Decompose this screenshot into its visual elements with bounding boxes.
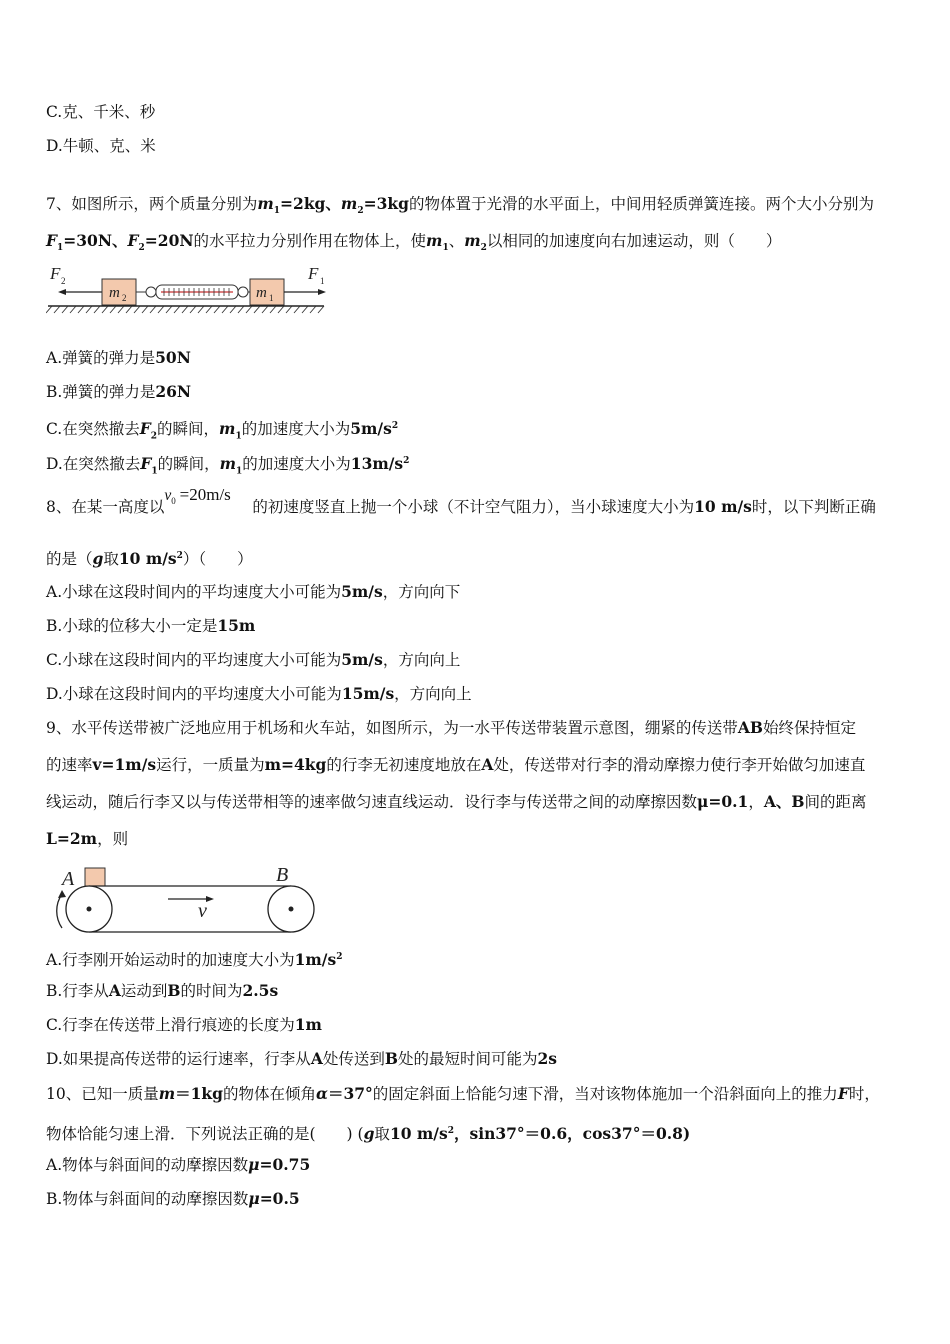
q9-fig-luggage <box>85 868 105 886</box>
svg-text:1: 1 <box>320 276 325 286</box>
q10-option-a: A.物体与斜面间的动摩擦因数μ=0.75 <box>46 1155 311 1174</box>
q7-stem-line1: 7、如图所示，两个质量分别为$m_1=2kg$、$m_2=3kg$的物体置于光滑的水平面上，中间用轻质弹簧连接。两个大小分别为 <box>46 194 874 217</box>
q9-stem-line4: L=2m，则 <box>46 829 129 848</box>
q8-option-a: A.小球在这段时间内的平均速度大小可能为5m/s，方向向下 <box>46 582 461 601</box>
q7-option-c: C.在突然撤去$F_2$的瞬间，$m_1$的加速度大小为$5m/s^2$ <box>46 419 399 442</box>
q9-option-b: B.行李从A运动到B的时间为2.5s <box>46 981 279 1000</box>
q9-stem-line2: 的速率v=1m/s运行，一质量为m=4kg的行李无初速度地放在A处，传送带对行李的滑动摩擦力使行李开始做匀加速直 <box>46 755 866 774</box>
q6-option-c: C.克、千米、秒 <box>46 103 156 121</box>
q8-stem-line2: 的是（g取10 $m/s^2$）（ ） <box>46 549 253 569</box>
q7-option-a: A.弹簧的弹力是50N <box>46 348 191 367</box>
q9-fig-v-label: v <box>198 900 207 922</box>
q9-fig-B-label: B <box>276 864 289 886</box>
q9-stem-line1: 9、水平传送带被广泛地应用于机场和火车站，如图所示，为一水平传送带装置示意图，绷紧的传送带AB始终保持恒定 <box>46 718 857 737</box>
q8-option-c: C.小球在这段时间内的平均速度大小可能为5m/s，方向向上 <box>46 650 461 669</box>
q9-fig-A-label: A <box>62 868 75 890</box>
q10-stem-line1: 10、已知一质量m＝1kg的物体在倾角α＝37°的固定斜面上恰能匀速下滑，当对该物体施加一个沿斜面向上的推力F时， <box>46 1084 880 1103</box>
q7-fig-F1-label: F <box>308 264 319 283</box>
q9-fig-rotation-arrow <box>57 894 62 928</box>
svg-text:m: m <box>256 285 267 301</box>
q9-stem-line3: 线运动，随后行李又以与传送带相等的速率做匀速直线运动．设行李与传送带之间的动摩擦因数μ=0.1，A、B间的距离 <box>46 792 867 811</box>
q6-option-d: D.牛顿、克、米 <box>46 137 156 155</box>
q9-conveyor-figure <box>46 862 320 938</box>
q7-fig-F2-label: F <box>50 264 61 283</box>
q8-stem-line1: 8、在某一高度以$v_0 =20m/s$的初速度竖直上抛一个小球（不计空气阻力），当小球速度大小为10 m/s时，以下判断正确 <box>46 485 876 516</box>
q10-stem-line2: 物体恰能匀速上滑．下列说法正确的是( ) (g取10 $m/s^2$，sin37°＝0.6，cos37°＝0.8) <box>46 1124 691 1144</box>
q9-option-a: A.行李刚开始运动时的加速度大小为$1m/s^2$ <box>46 950 343 970</box>
q8-option-b: B.小球的位移大小一定是15m <box>46 616 256 635</box>
q8-option-d: D.小球在这段时间内的平均速度大小可能为15m/s，方向向上 <box>46 684 472 703</box>
q7-fig-ground-hatch <box>46 306 324 313</box>
q7-option-d: D.在突然撤去$F_1$的瞬间，$m_1$的加速度大小为$13m/s^2$ <box>46 454 410 477</box>
svg-text:m: m <box>109 285 120 301</box>
svg-text:1: 1 <box>269 293 274 303</box>
q9-option-d: D.如果提高传送带的运行速率，行李从A处传送到B处的最短时间可能为2s <box>46 1049 557 1068</box>
q7-spring-blocks-figure <box>46 262 331 318</box>
q9-option-c: C.行李在传送带上滑行痕迹的长度为1m <box>46 1015 322 1034</box>
svg-text:2: 2 <box>61 276 66 286</box>
q8-v0-expression: $v_0 =20m/s$ <box>164 485 231 507</box>
q7-fig-spring <box>136 285 250 299</box>
q10-option-b: B.物体与斜面间的动摩擦因数μ=0.5 <box>46 1189 300 1208</box>
svg-text:2: 2 <box>122 293 127 303</box>
q7-option-b: B.弹簧的弹力是26N <box>46 382 192 401</box>
q7-stem-line2: $F_1=30N$、$F_2=20N$的水平拉力分别作用在物体上，使$m_1$、$m_2$以相同的加速度向右加速运动，则（ ） <box>46 231 782 254</box>
